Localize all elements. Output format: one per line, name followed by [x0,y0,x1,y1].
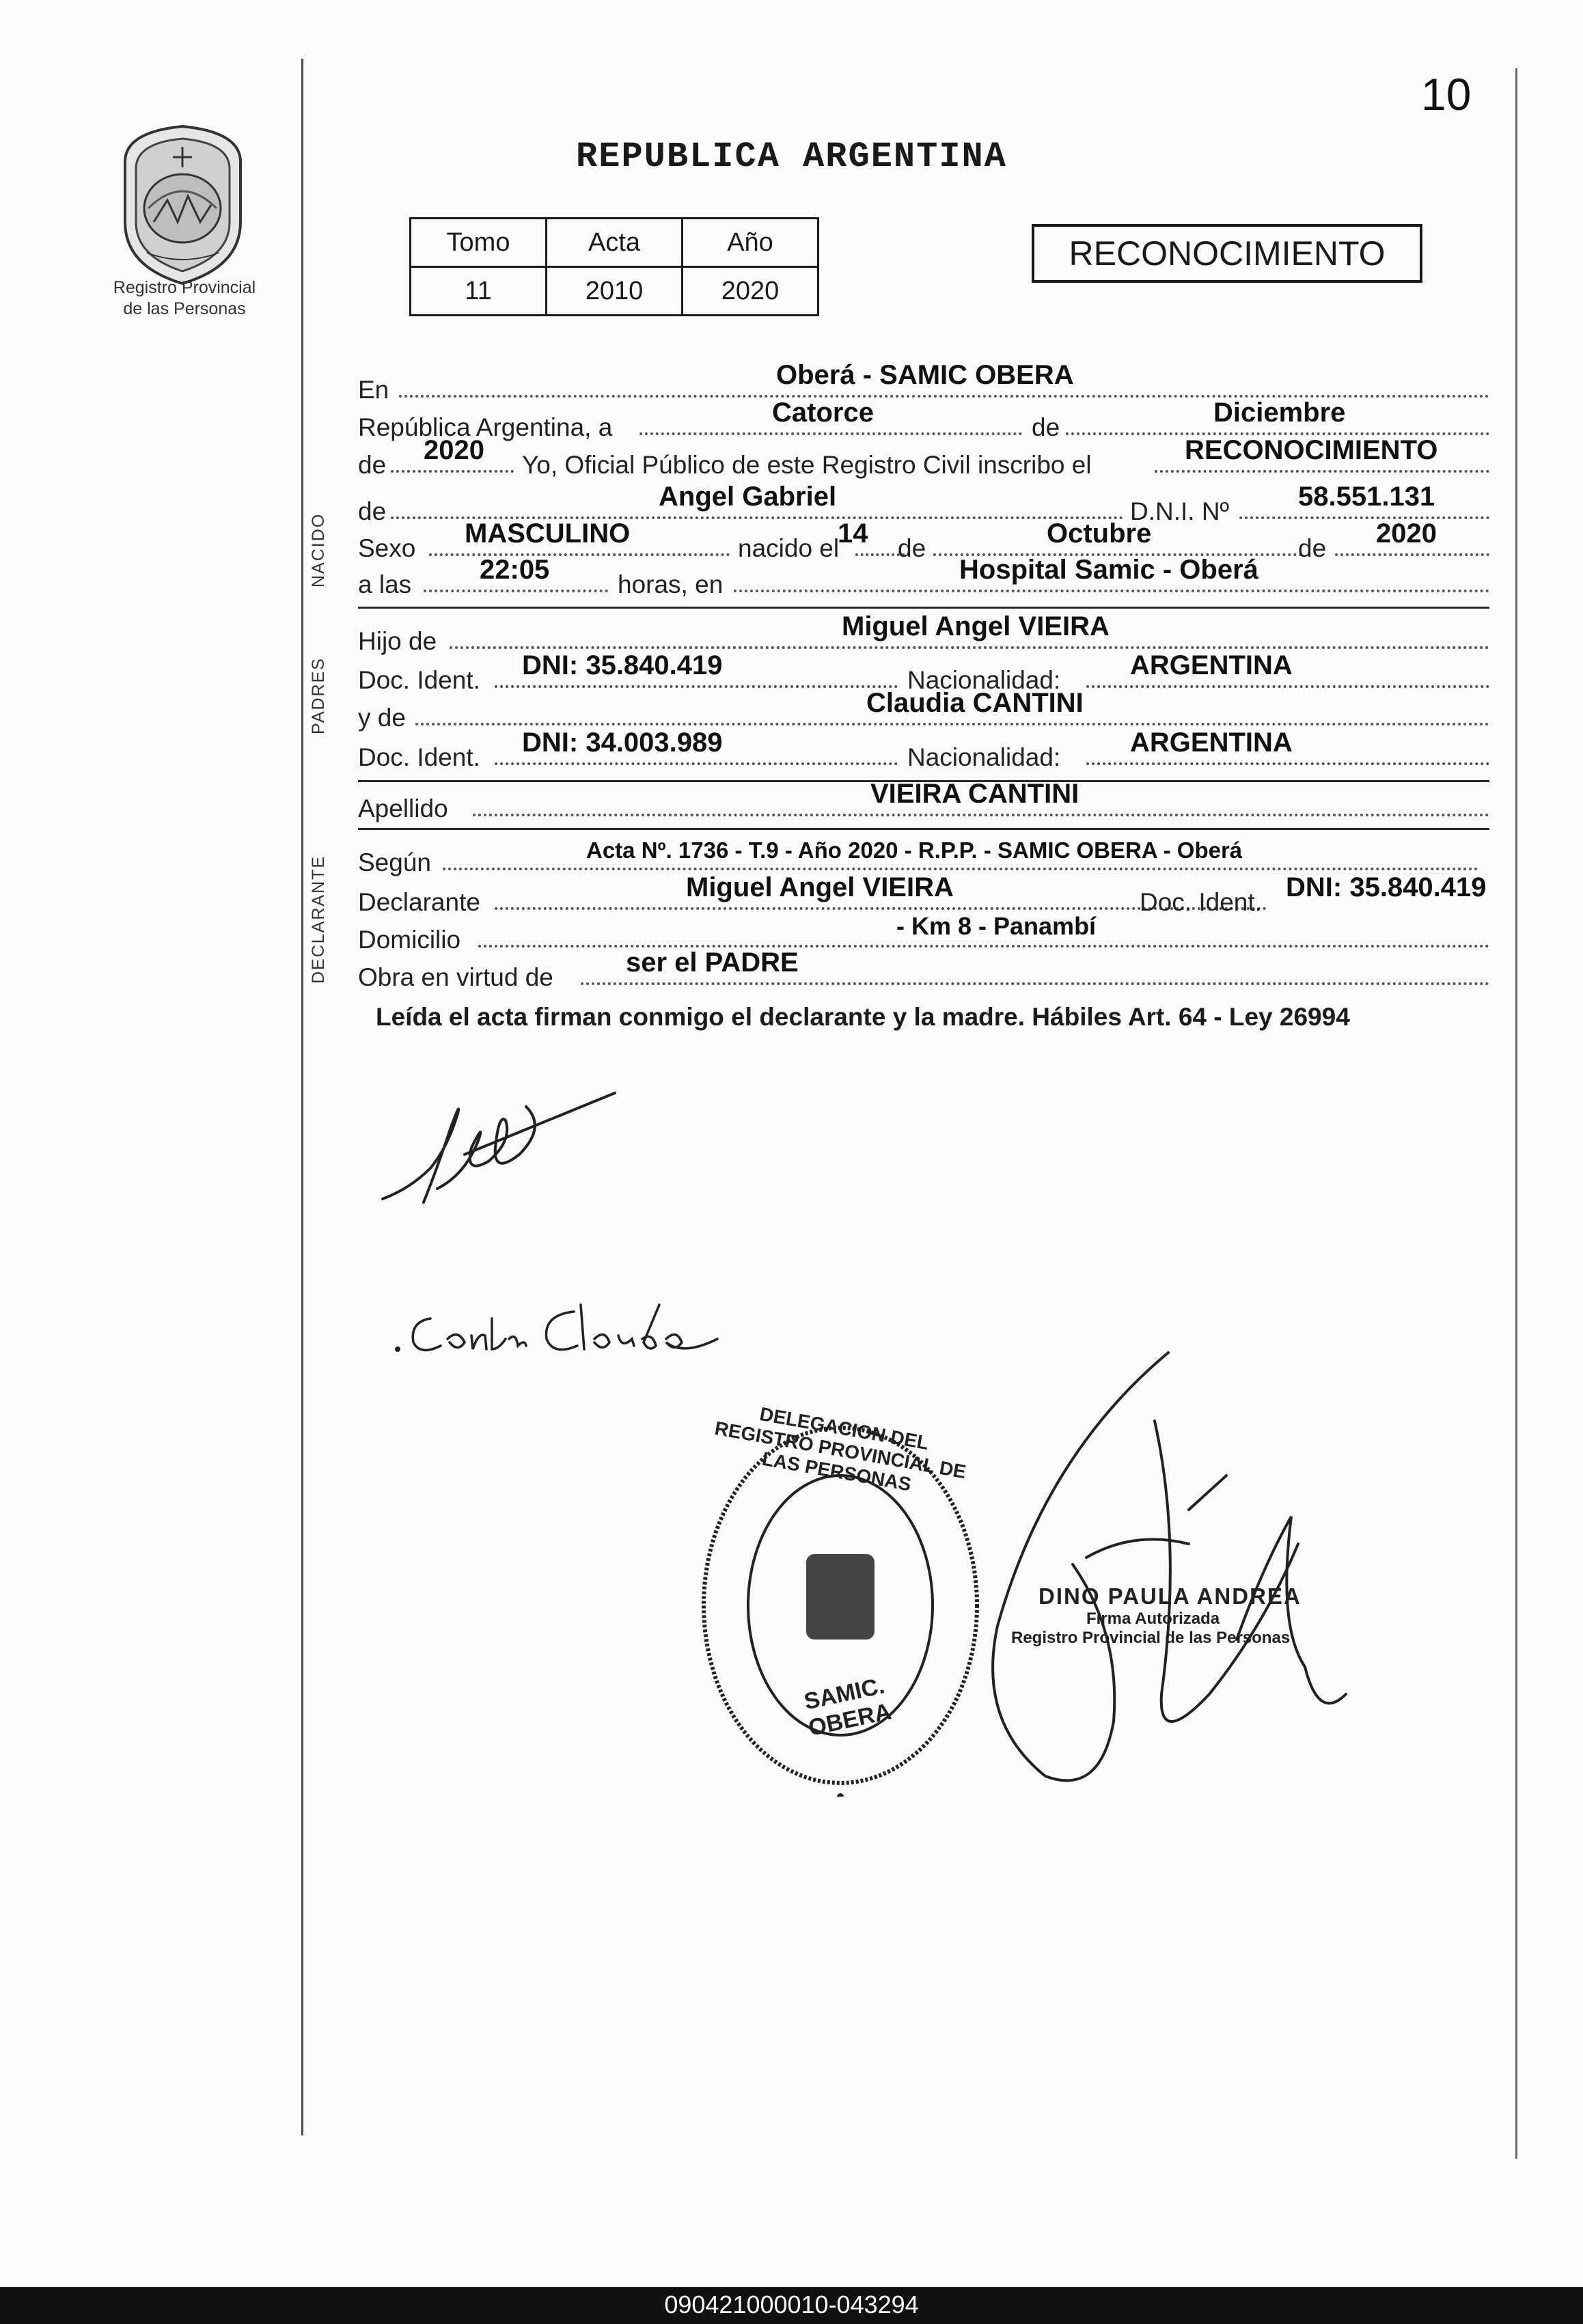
dotted-fill [450,646,1489,649]
section-divider [358,828,1489,830]
official-role: Firma Autorizada [1086,1609,1220,1628]
line-oficial [358,437,1489,482]
dotted-fill [473,814,1489,816]
reading-note: Leída el acta firman conmigo el declarante y la madre. Hábiles Art. 64 - Ley 26994 [376,1003,1350,1031]
label-dni: D.N.I. Nº [1130,497,1230,525]
dotted-fill [1335,553,1489,556]
ref-header-anio: Año [683,219,818,267]
right-margin-rule [1515,68,1517,2159]
label-apellido: Apellido [358,794,448,822]
dotted-fill [443,868,1478,870]
label-nacido: nacido el [738,534,840,562]
label-de-year: de [358,451,387,479]
label-obra: Obra en virtud de [358,963,553,991]
ref-value-tomo: 11 [411,267,547,316]
value-inscribe: RECONOCIMIENTO [1185,435,1438,465]
value-declarante-doc: DNI: 35.840.419 [1286,872,1487,902]
cropped-bottom-edge-text [355,2131,1530,2141]
mother-signature-icon [389,1291,745,1366]
value-father-doc: DNI: 35.840.419 [522,650,723,680]
label-nacionalidad-mother: Nacionalidad: [907,743,1061,771]
label-doc-father: Doc. Ident. [358,666,480,694]
value-name: Angel Gabriel [659,482,837,512]
value-dni: 58.551.131 [1298,482,1435,512]
value-day: Catorce [772,398,874,428]
label-de-birth-year: de [1298,534,1327,562]
page-number: 10 [1421,69,1472,120]
value-father-nat: ARGENTINA [1130,650,1293,680]
logo-caption-line-1: Registro Provincial [113,278,256,297]
value-domicilio: - Km 8 - Panambí [896,912,1097,940]
officer-signature-icon [963,1339,1373,1803]
value-birth-day: 14 [838,518,868,549]
label-horas: horas, en [618,570,724,598]
ref-value-anio: 2020 [683,267,818,316]
ref-header-acta: Acta [547,219,683,267]
value-place: Hospital Samic - Oberá [959,555,1258,585]
dotted-fill [1086,685,1489,688]
label-hijo: Hijo de [358,627,437,655]
ref-header-tomo: Tomo [411,219,547,267]
value-birth-month: Octubre [1047,518,1152,549]
label-sexo: Sexo [358,534,416,562]
footer-id: 090421000010-043294 [664,2291,919,2319]
logo-caption-line-2: de las Personas [123,299,246,318]
label-doc-declarante: Doc. Ident. [1140,888,1262,916]
line-hour-place [358,557,1489,602]
label-domicilio: Domicilio [358,926,461,954]
label-doc-mother: Doc. Ident. [358,743,480,771]
value-sexo: MASCULINO [465,518,631,549]
value-mother-doc: DNI: 34.003.989 [522,728,723,758]
value-segun: Acta Nº. 1736 - T.9 - Año 2020 - R.P.P. - SAMIC OBERA - Oberá [586,838,1243,863]
reference-table [409,217,819,316]
seal-ring-text: DELEGACION DEL REGISTRO PROVINCIAL DE LAS PERSONAS [713,1402,968,1495]
value-apellido: VIEIRA CANTINI [870,779,1079,809]
line-apellido [358,781,1489,826]
label-de: de [1032,413,1060,441]
label-yde: y de [358,704,406,732]
dotted-fill [1239,516,1489,519]
dotted-fill [581,982,1489,985]
ref-value-acta: 2010 [547,267,683,316]
value-birth-year: 2020 [1376,518,1437,549]
declarant-signature-icon [369,1086,629,1216]
side-label-declarante: DECLARANTE [309,855,328,984]
line-mother-doc [358,730,1489,775]
dotted-fill [429,553,730,556]
dotted-fill [495,762,898,765]
label-segun: Según [358,848,431,876]
logo-caption [75,277,294,320]
label-alas: a las [358,570,412,598]
value-month: Diciembre [1213,398,1346,428]
left-margin-rule [301,59,303,2135]
official-name: DINO PAULA ANDREA [1038,1583,1302,1609]
dotted-fill [639,432,1022,435]
value-year: 2020 [424,435,484,465]
dotted-fill [495,685,898,688]
section-divider [358,607,1489,609]
side-label-nacido: NACIDO [309,512,328,587]
official-block [1011,1583,1302,1648]
label-oficial: Yo, Oficial Público de este Registro Civil inscribo el [522,451,1092,479]
dotted-fill [391,470,514,473]
document-title: REPUBLICA ARGENTINA [576,137,1007,177]
reference-table-header-row [411,219,818,267]
dotted-fill [1155,470,1489,473]
line-obra [358,947,1489,995]
value-declarante: Miguel Angel VIEIRA [686,872,954,902]
label-en: En [358,376,389,404]
value-mother-nat: ARGENTINA [1130,728,1293,758]
dotted-fill [424,590,608,592]
label-de-name: de [358,497,387,525]
side-label-padres: PADRES [309,657,328,734]
reference-table-value-row [411,267,818,316]
dotted-fill [415,723,1489,725]
label-de-birth: de [898,534,926,562]
act-type-box: RECONOCIMIENTO [1032,224,1422,283]
seal-office-text: SAMIC. OBERA [801,1672,894,1741]
value-en: Oberá - SAMIC OBERA [776,360,1074,390]
dotted-fill [734,590,1489,592]
label-declarante: Declarante [358,888,480,916]
value-mother: Claudia CANTINI [866,688,1084,718]
label-nacionalidad-father: Nacionalidad: [907,666,1061,694]
value-father: Miguel Angel VIEIRA [842,611,1110,641]
value-hour: 22:05 [480,555,550,585]
official-office: Registro Provincial de las Personas [1011,1629,1291,1647]
value-obra: ser el PADRE [626,947,799,978]
dotted-fill [1086,762,1489,765]
label-republica: República Argentina, a [358,413,613,441]
